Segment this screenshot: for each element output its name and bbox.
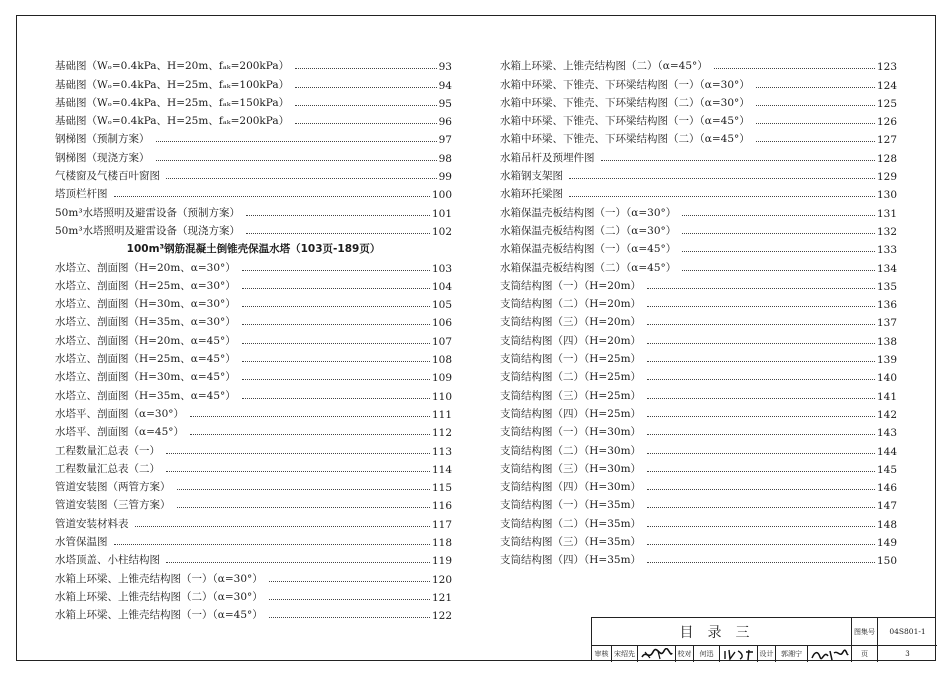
toc-entry-page: 131 [876,207,897,220]
toc-entry [500,238,897,256]
dot-leader [647,398,875,399]
toc-entry [500,256,897,274]
toc-entry [55,348,452,366]
dot-leader [269,599,430,600]
designer-name: 郭湘宁 [776,646,808,662]
dot-leader [682,251,875,252]
toc-entry-page: 93 [438,61,452,74]
toc-entry [55,421,452,439]
toc-entry-title: 工程数量汇总表（二） [55,462,160,475]
toc-entry-title: 水塔顶盖、小柱结构图 [55,554,160,567]
toc-entry-page: 104 [431,280,452,293]
toc-entry-title: 支筒结构图（三）（H=25m） [500,389,642,402]
toc-entry [500,458,897,476]
toc-entry [500,403,897,421]
toc-entry-page: 129 [876,171,897,184]
toc-entry [500,220,897,238]
toc-entry-title: 气楼窗及气楼百叶窗图 [55,170,160,183]
dot-leader [647,324,875,325]
toc-entry-page: 127 [876,134,897,147]
toc-entry-page: 112 [431,427,452,440]
toc-entry [55,293,452,311]
toc-entry [55,201,452,219]
toc-entry-page: 128 [876,152,897,165]
dot-leader [156,141,437,142]
dot-leader [166,471,430,472]
toc-entry-title: 支筒结构图（四）（H=30m） [500,481,642,494]
toc-entry-title: 水塔立、剖面图（H=35m、α=45°） [55,389,236,402]
toc-entry-page: 95 [438,97,452,110]
dot-leader [156,160,437,161]
toc-entry-title: 水塔平、剖面图（α=45°） [55,426,184,439]
dot-leader [682,233,875,234]
dot-leader [569,196,875,197]
toc-entry [55,403,452,421]
toc-entry [500,165,897,183]
dot-leader [269,581,430,582]
dot-leader [135,526,430,527]
toc-entry-title: 支筒结构图（一）（H=30m） [500,426,642,439]
toc-entry-page: 148 [876,518,897,531]
toc-entry-page: 134 [876,262,897,275]
toc-entry-page: 114 [431,463,452,476]
title-block-title: 目录三 [592,618,852,646]
toc-entry-title: 水箱保温壳板结构图（二）（α=45°） [500,261,677,274]
toc-entry [55,55,452,73]
toc-entry-page: 94 [438,79,452,92]
toc-entry-title: 水箱保温壳板结构图（一）（α=30°） [500,206,677,219]
dot-leader [714,68,875,69]
toc-entry-page: 108 [431,354,452,367]
toc-entry [55,458,452,476]
toc-right-column [500,55,897,567]
dot-leader [242,288,430,289]
toc-entry-page: 143 [876,427,897,440]
toc-entry [55,128,452,146]
toc-entry-page: 132 [876,225,897,238]
toc-entry-page: 103 [431,262,452,275]
dot-leader [242,379,430,380]
dot-leader [242,270,430,271]
toc-entry-title: 水箱上环梁、上锥壳结构图（一）（α=45°） [55,609,263,622]
dot-leader [647,343,875,344]
toc-entry [500,146,897,164]
dot-leader [647,453,875,454]
dot-leader [242,306,430,307]
toc-entry-page: 107 [431,335,452,348]
toc-entry-page: 144 [876,445,897,458]
dot-leader [177,507,430,508]
toc-left-column [55,55,452,622]
toc-entry-title: 钢梯图（预制方案） [55,133,150,146]
dot-leader [682,270,875,271]
toc-entry [500,92,897,110]
toc-entry-title: 基础图（Wₒ=0.4kPa、H=25m、fₐₖ=150kPa） [55,96,290,109]
dot-leader [242,343,430,344]
dot-leader [647,288,875,289]
dot-leader [295,105,436,106]
toc-entry-page: 105 [431,299,452,312]
toc-entry [500,201,897,219]
toc-entry-page: 140 [876,372,897,385]
checker-signature [720,646,758,662]
toc-entry [500,384,897,402]
dot-leader [114,196,430,197]
dot-leader [647,544,875,545]
dot-leader [242,361,430,362]
toc-entry-title: 支筒结构图（一）（H=20m） [500,279,642,292]
dot-leader [647,361,875,362]
toc-entry-page: 130 [876,189,897,202]
toc-entry-title: 基础图（Wₒ=0.4kPa、H=25m、fₐₖ=200kPa） [55,115,290,128]
toc-entry [55,220,452,238]
toc-entry-page: 119 [431,555,452,568]
toc-entry-title: 50m³水塔照明及避雷设备（预制方案） [55,206,241,219]
toc-entry [55,512,452,530]
toc-entry [55,73,452,91]
toc-entry-page: 116 [431,500,452,513]
toc-entry-title: 水塔立、剖面图（H=30m、α=45°） [55,371,236,384]
toc-entry-page: 110 [431,390,452,403]
toc-entry [55,384,452,402]
toc-entry [55,165,452,183]
toc-entry-page: 126 [876,116,897,129]
dot-leader [246,215,430,216]
dot-leader [114,544,430,545]
toc-entry [55,183,452,201]
toc-entry [55,439,452,457]
toc-entry-page: 120 [431,573,452,586]
toc-entry-page: 150 [876,555,897,568]
toc-entry [55,586,452,604]
toc-entry-title: 支筒结构图（一）（H=35m） [500,499,642,512]
toc-entry [55,110,452,128]
toc-entry-page: 102 [431,225,452,238]
toc-entry [500,512,897,530]
dot-leader [647,562,875,563]
toc-entry [500,73,897,91]
dot-leader [295,123,436,124]
toc-entry-title: 支筒结构图（三）（H=30m） [500,462,642,475]
page-label: 页 [852,646,878,662]
toc-entry-page: 133 [876,244,897,257]
toc-entry-title: 水箱上环梁、上锥壳结构图（一）（α=30°） [55,572,263,585]
dot-leader [242,324,430,325]
toc-entry-page: 117 [431,518,452,531]
dot-leader [647,379,875,380]
dot-leader [682,215,875,216]
dot-leader [569,178,875,179]
dot-leader [647,416,875,417]
toc-entry-page: 111 [431,408,452,421]
toc-entry [500,293,897,311]
toc-entry-page: 106 [431,317,452,330]
toc-entry-page: 145 [876,463,897,476]
toc-entry-page: 123 [876,61,897,74]
check-label: 校对 [676,646,694,662]
toc-entry-page: 113 [431,445,452,458]
toc-entry [55,329,452,347]
dot-leader [246,233,430,234]
toc-entry-title: 支筒结构图（四）（H=25m） [500,407,642,420]
toc-entry [55,92,452,110]
toc-entry [55,476,452,494]
checker-name: 何迅 [694,646,720,662]
toc-entry-title: 支筒结构图（四）（H=20m） [500,334,642,347]
toc-entry-page: 141 [876,390,897,403]
toc-entry-title: 管道安装图（两管方案） [55,481,171,494]
toc-entry [55,494,452,512]
toc-entry-page: 99 [438,171,452,184]
toc-entry-title: 水管保温图 [55,536,108,549]
toc-entry-title: 水塔平、剖面图（α=30°） [55,407,184,420]
dot-leader [295,68,436,69]
design-label: 设计 [758,646,776,662]
toc-entry [55,146,452,164]
dot-leader [647,526,875,527]
toc-entry-title: 支筒结构图（二）（H=30m） [500,444,642,457]
toc-entry [500,439,897,457]
toc-entry-page: 142 [876,408,897,421]
toc-entry [500,366,897,384]
dot-leader [242,398,430,399]
toc-entry-title: 水塔立、剖面图（H=20m、α=45°） [55,334,236,347]
toc-entry-title: 水箱上环梁、上锥壳结构图（二）（α=30°） [55,590,263,603]
toc-entry-page: 96 [438,116,452,129]
toc-entry-page: 147 [876,500,897,513]
toc-entry-title: 水塔立、剖面图（H=25m、α=45°） [55,353,236,366]
designer-signature [808,646,852,662]
toc-entry-title: 水箱吊杆及预埋件图 [500,151,595,164]
toc-entry [55,567,452,585]
dot-leader [269,617,430,618]
dot-leader [647,507,875,508]
dot-leader [647,471,875,472]
dot-leader [756,141,875,142]
toc-entry [500,311,897,329]
atlas-number: 04S801-1 [878,618,937,646]
toc-entry-page: 109 [431,372,452,385]
toc-entry-page: 124 [876,79,897,92]
toc-entry-page: 97 [438,134,452,147]
dot-leader [166,178,437,179]
toc-entry-page: 98 [438,152,452,165]
toc-entry [500,494,897,512]
toc-entry-page: 121 [431,591,452,604]
toc-entry-page: 122 [431,610,452,623]
toc-entry-title: 基础图（Wₒ=0.4kPa、H=25m、fₐₖ=100kPa） [55,78,290,91]
review-label: 审核 [592,646,612,662]
toc-entry [55,275,452,293]
toc-entry [55,604,452,622]
dot-leader [601,160,875,161]
toc-entry [500,275,897,293]
toc-entry-title: 工程数量汇总表（一） [55,444,160,457]
toc-entry-title: 塔顶栏杆图 [55,188,108,201]
toc-entry-title: 支筒结构图（三）（H=35m） [500,536,642,549]
dot-leader [756,105,875,106]
toc-entry-title: 水箱中环梁、下锥壳、下环梁结构图（二）（α=30°） [500,96,750,109]
title-block [591,617,936,661]
toc-entry-title: 管道安装图（三管方案） [55,499,171,512]
toc-entry-title: 管道安装材料表 [55,517,129,530]
toc-entry [500,476,897,494]
toc-entry [500,329,897,347]
toc-entry-page: 118 [431,537,452,550]
toc-entry-page: 135 [876,280,897,293]
toc-entry [500,110,897,128]
section-heading: 100m³钢筋混凝土倒锥壳保温水塔（103页-189页） [126,243,381,256]
atlas-number-label: 图集号 [852,618,878,646]
toc-entry-title: 水箱中环梁、下锥壳、下环梁结构图（一）（α=30°） [500,78,750,91]
toc-entry [500,55,897,73]
reviewer-signature [638,646,676,662]
toc-entry-title: 水箱保温壳板结构图（一）（α=45°） [500,243,677,256]
dot-leader [647,489,875,490]
toc-entry-title: 水箱环托梁图 [500,188,563,201]
toc-entry-title: 支筒结构图（二）（H=20m） [500,298,642,311]
toc-entry-page: 125 [876,97,897,110]
toc-entry [55,366,452,384]
toc-entry-page: 101 [431,207,452,220]
toc-entry-page: 139 [876,354,897,367]
toc-entry [55,311,452,329]
toc-entry-title: 水塔立、剖面图（H=35m、α=30°） [55,316,236,329]
toc-entry-page: 149 [876,537,897,550]
toc-entry-title: 水塔立、剖面图（H=25m、α=30°） [55,279,236,292]
dot-leader [190,434,430,435]
toc-entry [500,128,897,146]
reviewer-name: 宋绍先 [612,646,638,662]
toc-entry-title: 支筒结构图（四）（H=35m） [500,554,642,567]
page-number: 3 [905,650,910,658]
dot-leader [166,562,430,563]
dot-leader [190,416,430,417]
toc-entry [500,531,897,549]
dot-leader [295,87,436,88]
toc-entry-title: 支筒结构图（一）（H=25m） [500,353,642,366]
toc-entry-title: 支筒结构图（二）（H=35m） [500,517,642,530]
toc-entry-title: 钢梯图（现浇方案） [55,151,150,164]
toc-entry-title: 支筒结构图（三）（H=20m） [500,316,642,329]
dot-leader [177,489,430,490]
toc-entry [500,183,897,201]
toc-entry-title: 水箱钢支架图 [500,170,563,183]
toc-entry-title: 50m³水塔照明及避雷设备（现浇方案） [55,224,241,237]
dot-leader [647,434,875,435]
dot-leader [647,306,875,307]
toc-entry-page: 138 [876,335,897,348]
toc-entry-title: 水箱保温壳板结构图（二）（α=30°） [500,224,677,237]
toc-entry-page: 100 [431,189,452,202]
toc-entry-title: 水箱上环梁、上锥壳结构图（二）（α=45°） [500,60,708,73]
toc-entry-title: 基础图（Wₒ=0.4kPa、H=20m、fₐₖ=200kPa） [55,60,290,73]
dot-leader [756,87,875,88]
toc-entry-page: 146 [876,482,897,495]
toc-entry [500,421,897,439]
dot-leader [166,453,430,454]
toc-entry [500,348,897,366]
toc-entry-title: 水塔立、剖面图（H=30m、α=30°） [55,298,236,311]
toc-entry [55,549,452,567]
toc-entry-title: 支筒结构图（二）（H=25m） [500,371,642,384]
toc-entry [500,549,897,567]
toc-entry-page: 136 [876,299,897,312]
toc-entry-page: 137 [876,317,897,330]
toc-entry [55,256,452,274]
toc-entry-title: 水塔立、剖面图（H=20m、α=30°） [55,261,236,274]
dot-leader [756,123,875,124]
toc-entry [55,531,452,549]
toc-entry-page: 115 [431,482,452,495]
toc-entry-title: 水箱中环梁、下锥壳、下环梁结构图（二）（α=45°） [500,133,750,146]
toc-entry-title: 水箱中环梁、下锥壳、下环梁结构图（一）（α=45°） [500,115,750,128]
